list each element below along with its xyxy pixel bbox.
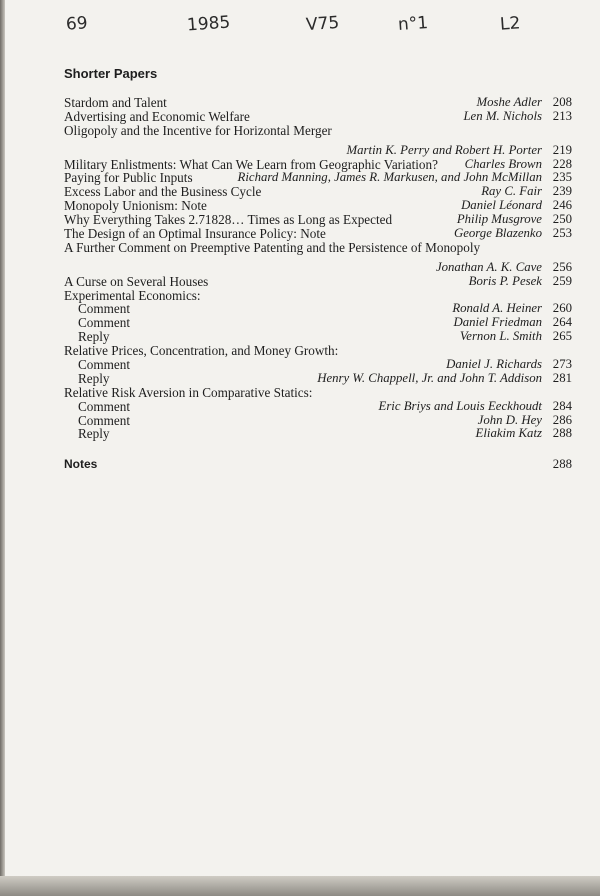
entry-page: 259	[552, 273, 572, 288]
entry-title: Comment	[78, 412, 131, 428]
handwritten-note: 1985	[186, 12, 231, 36]
handwritten-note: V75	[305, 12, 340, 36]
toc-entry	[64, 241, 572, 255]
toc-entry	[64, 185, 572, 199]
entry-page: 253	[552, 226, 572, 241]
toc-entry	[64, 344, 572, 358]
entry-title: Excess Labor and the Business Cycle	[64, 184, 262, 200]
handwritten-note: L2	[499, 13, 521, 35]
entry-title: Paying for Public Inputs	[64, 170, 193, 186]
toc-entry	[64, 96, 572, 110]
toc-subentry	[64, 302, 572, 316]
notes-title: Notes	[64, 457, 98, 472]
toc-entry	[64, 124, 572, 138]
entry-author: Eric Briys and Louis Eeckhoudt	[378, 398, 542, 413]
notes-page: 288	[552, 457, 572, 472]
notes-entry	[64, 458, 572, 472]
toc-subentry	[64, 372, 572, 386]
entry-title: Stardom and Talent	[64, 95, 167, 110]
entry-title: A Curse on Several Houses	[64, 273, 209, 289]
toc-subentry	[64, 427, 572, 441]
toc-subentry	[64, 400, 572, 414]
entry-page: 239	[552, 184, 572, 199]
toc-entry-continuation	[64, 261, 572, 275]
toc-entry	[64, 213, 572, 227]
entry-title: Military Enlistments: What Can We Learn from Geographic Variation?	[64, 156, 438, 172]
entry-title: Oligopoly and the Incentive for Horizontal Merger	[64, 122, 332, 138]
entry-author: Martin K. Perry and Robert H. Porter	[346, 142, 542, 157]
toc-subentry	[64, 316, 572, 330]
entry-title: Comment	[78, 301, 131, 317]
entry-author: Len M. Nichols	[463, 108, 542, 123]
toc-subentry	[64, 358, 572, 372]
handwritten-note: n°1	[397, 12, 429, 36]
entry-page: 273	[552, 357, 572, 372]
toc-subentry	[64, 414, 572, 428]
entry-title: Comment	[78, 357, 131, 373]
entry-page: 284	[552, 398, 572, 413]
entry-page: 235	[552, 170, 572, 185]
entry-title: Reply	[78, 426, 110, 442]
toc-entry	[64, 275, 572, 289]
entry-page: 281	[552, 370, 572, 385]
entry-author: Moshe Adler	[476, 95, 542, 109]
entry-author: Daniel Friedman	[453, 315, 542, 330]
entry-author: John D. Hey	[477, 412, 542, 427]
entry-title: Experimental Economics:	[64, 287, 201, 303]
entry-title: A Further Comment on Preemptive Patenting and the Persistence of Monopoly	[64, 239, 481, 255]
page-spine-shadow	[0, 0, 5, 896]
entry-title: Comment	[78, 315, 131, 331]
entry-author: Boris P. Pesek	[468, 273, 542, 288]
entry-page: 213	[552, 108, 572, 123]
toc-entry	[64, 227, 572, 241]
entry-title: Reply	[78, 329, 110, 345]
entry-title: Reply	[78, 370, 110, 386]
toc-entry	[64, 110, 572, 124]
entry-page: 208	[552, 95, 572, 109]
toc-subentry	[64, 330, 572, 344]
entry-title: Comment	[78, 398, 131, 414]
entry-page: 219	[552, 142, 572, 157]
entry-author: George Blazenko	[453, 226, 542, 241]
entry-page: 260	[552, 301, 572, 316]
entry-page: 246	[552, 198, 572, 213]
toc-entry	[64, 199, 572, 213]
entry-page: 286	[552, 412, 572, 427]
entry-page: 264	[552, 315, 572, 330]
entry-page: 265	[552, 329, 572, 344]
entry-title: Why Everything Takes 2.71828… Times as Long as Expected	[64, 212, 393, 228]
section-heading: Shorter Papers	[64, 66, 158, 81]
entry-title: Relative Prices, Concentration, and Money Growth:	[64, 343, 339, 359]
toc-entry-continuation	[64, 144, 572, 158]
handwritten-note: 69	[65, 13, 89, 35]
entry-author: Philip Musgrove	[456, 212, 542, 227]
entry-page: 228	[552, 156, 572, 171]
entry-author: Ray C. Fair	[481, 184, 542, 199]
entry-author: Vernon L. Smith	[459, 329, 542, 344]
entry-title: Monopoly Unionism: Note	[64, 198, 207, 214]
entry-title: Advertising and Economic Welfare	[64, 108, 250, 124]
toc-entry	[64, 289, 572, 303]
entry-title: Relative Risk Aversion in Comparative Statics:	[64, 384, 313, 400]
entry-page: 288	[552, 426, 572, 441]
entry-author: Henry W. Chappell, Jr. and John T. Addison	[317, 370, 542, 385]
toc-entry	[64, 158, 572, 172]
entry-author: Ronald A. Heiner	[452, 301, 542, 316]
toc-entry	[64, 171, 572, 185]
entry-author: Daniel J. Richards	[446, 357, 542, 372]
entry-author: Richard Manning, James R. Markusen, and John McMillan	[237, 170, 542, 185]
entry-author: Daniel Léonard	[461, 198, 542, 213]
entry-page: 250	[552, 212, 572, 227]
table-of-contents	[64, 96, 572, 472]
entry-author: Eliakim Katz	[475, 426, 542, 441]
toc-entry	[64, 386, 572, 400]
entry-author: Jonathan A. K. Cave	[435, 259, 542, 274]
page-bottom-edge	[0, 876, 600, 896]
entry-title: The Design of an Optimal Insurance Policy: Note	[64, 226, 326, 242]
entry-author: Charles Brown	[464, 156, 542, 171]
entry-page: 256	[552, 259, 572, 274]
